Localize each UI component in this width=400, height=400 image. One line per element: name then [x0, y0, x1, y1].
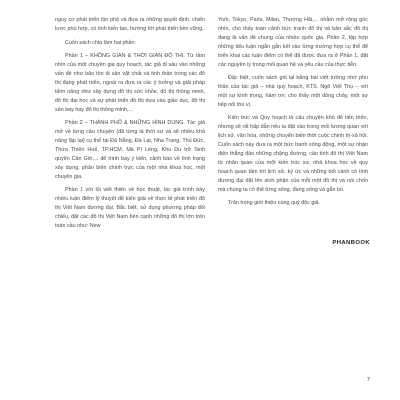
- left-column: [55, 16, 205, 231]
- publisher-signature: PHANBOOK: [332, 240, 370, 246]
- page-number: 7: [366, 377, 370, 383]
- right-column: [218, 16, 368, 208]
- paragraph: Kiến trúc và Quy hoạch là câu chuyện khó để tiến triển, nhưng sẽ rất hấp dẫn nếu ta đặt vào trong mối tương quan với lịch sử, văn hóa, những chuyển biến thời cuộc chính trị-xã hội. Cuốn sách này đưa ra một bức tranh sống động, một sự nhận diện thẳng đáo những chặng đường, cần tính đô thị Việt Nam từ nhãn quan của một kiến trúc sư, nhà khoa học về quy hoạch quan tâm tới lịch sử, ký ức và những bối cảnh có tính đương đại đặt lên sinh phận của mỗi một đô thị và nói chốn mà chúng ta có thể từng sống, đang sống và gắn bó.: [218, 114, 368, 194]
- paragraph: nguy cơ phát triển lộn phộ và đưa ra những quyết định, chiến lược phù hợp, có tính kiến tạo, hướng tới phát triển bền vững.: [55, 17, 205, 33]
- paragraph: Cuốn sách chia làm hai phần:: [65, 40, 137, 47]
- paragraph: Phần 2 – THÀNH PHỐ & NHỮNG HÌNH DUNG. Tác giả mở về từng câu chuyện (đã từng là thời sự và sẽ nhiều khả năng lặp lại) cụ thể tại Đà Nẵng, Đà Lạt, Nha Trang, Thủ Đức, Thừa Thiên Huế, TP.HCM, Mả Pì Lèng, Khu Du trữ Sinh quyển Cần Giờ,... để trình bày ý kiến, cảnh báo về tình trạng xây dựng, phản biện chính trực của một nhà khoa học, một chuyên gia.: [55, 119, 205, 181]
- paragraph: Đặc biệt, cuốn sách gói lại bằng bài viết tường nhớ phu thân của tác giả – nhà quy hoạch, KTS. Ngô Viết Thụ – với một sự kính trọng, hàm ơn; cho thấy một dòng chảy, một sự tiếp nối thú vị.: [218, 74, 368, 109]
- paragraph: Phần 1 – KHÔNG GIAN & THỜI GIAN ĐÔ THỊ. Từ tầm nhìn của một chuyên gia quy hoạch, tác giả đi sâu vào những vấn đề như bảo tồn di sản vật chất và tinh thần trong các đô thị đang phát triển, ngoài ra đưa ra các ý tưởng và giải pháp tiềm năng như xây dựng đô thị sức khỏe, đô thị thông minh, đô thị đại học và sự phát triển đô thị dựa vào giáo dục, đô thị sân bay hay đô thị thông minh,...: [55, 52, 205, 114]
- paragraph: York, Tokyo, Paris, Milan, Thượng Hải,... nhằm mở rộng góc nhìn, cho thấy toàn cảnh bức tranh đô thị và bản sắc đô thị đang là vấn đề chung của nhiều quốc gia. Phần 2, tập hợp những tiểu luận ngắn gắn kết vào từng trường hợp cụ thể để triển khai các luận điểm có thể đã được đưa ra ở Phần 1, đặt các nguyên lý trong mối quan hệ và yêu cầu của thực tiễn.: [218, 17, 368, 69]
- paragraph: Trân trọng giới thiệu cùng quý độc giả.: [228, 199, 321, 206]
- paragraph: Phần 1 với lối viết thiên về học thuật, tác giả trình bày nhiều luận điểm lý thuyết để kiến giải về thực tế phát triển đô thị Việt Nam đương đại. Bắc biệt, sử dụng phương pháp đối chiếu, đặt các đô thị Việt Nam bên cạnh những đô thị lớn trên toàn cầu như: New: [55, 186, 205, 230]
